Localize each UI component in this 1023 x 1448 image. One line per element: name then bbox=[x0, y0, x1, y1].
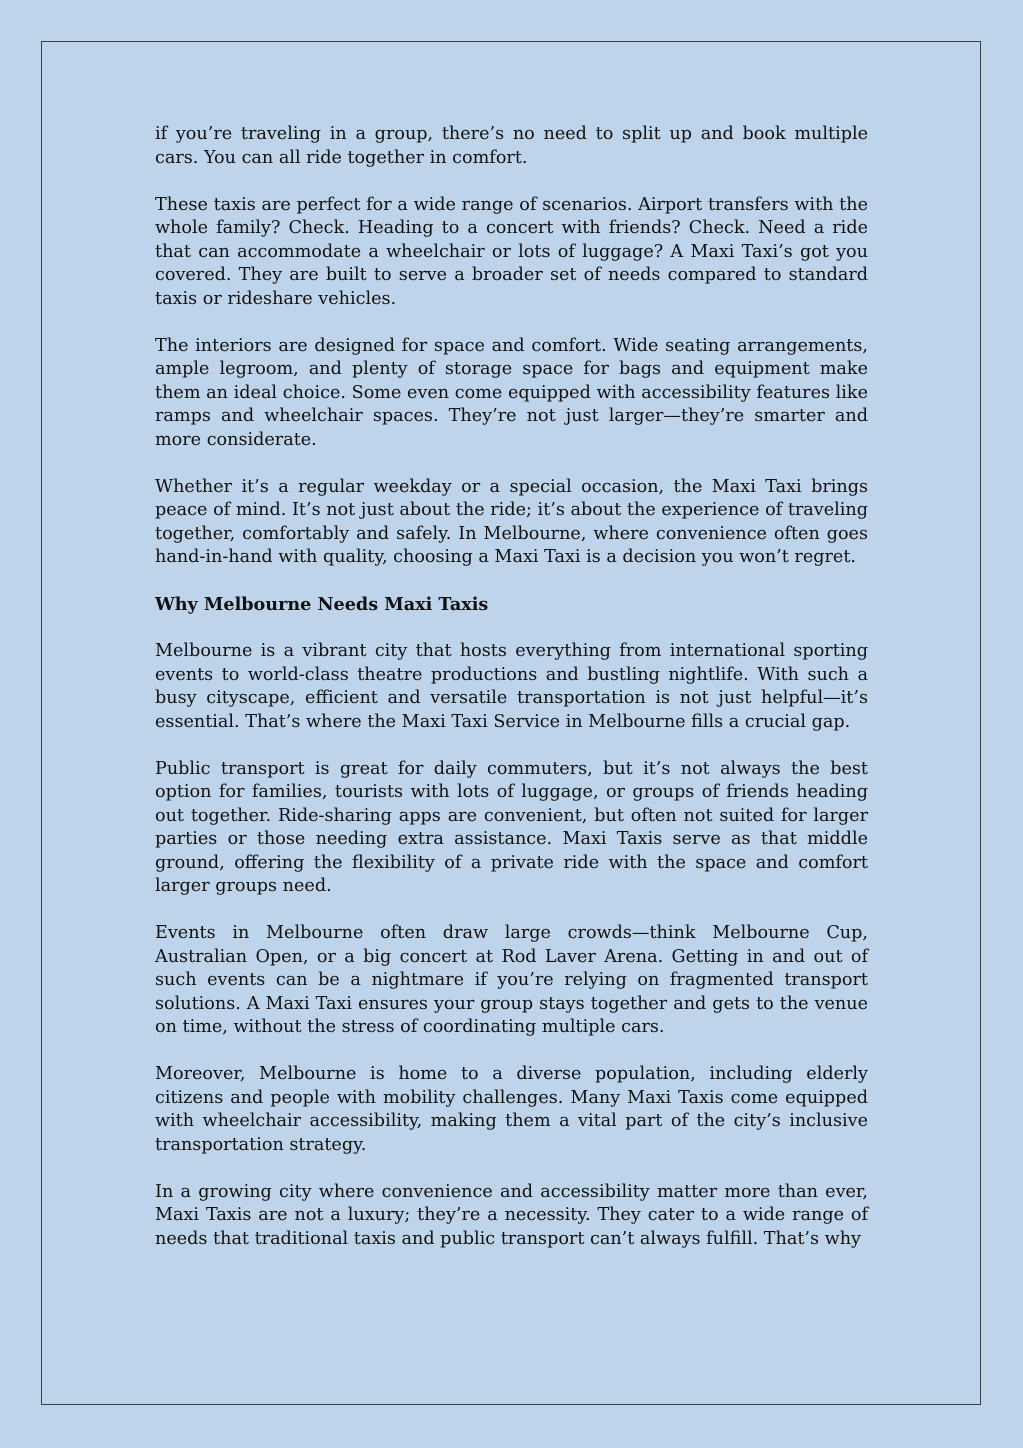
paragraph-vibrant-city: Melbourne is a vibrant city that hosts everything from international sporting events to world-class theatre productions and bustling nightlife. With such a busy cityscape, efficient and versatile transportation is not just helpful—it’s essential. That’s where the Maxi Taxi Service in Melbourne fills a crucial gap. bbox=[155, 641, 868, 732]
paragraph-interiors: The interiors are designed for space and comfort. Wide seating arrangements, ample legroom, and plenty of storage space for bags and equipment make them an ideal choice. Some even come equipped with accessibility features like ramps and wheelchair spaces. They’re not just larger—they’re smarter and more considerate. bbox=[155, 335, 868, 450]
paragraph-growing-city: In a growing city where convenience and accessibility matter more than ever, Maxi Taxis are not a luxury; they’re a necessity. They cater to a wide range of needs that traditional taxis and public transport can’t always fulfill. That’s why bbox=[155, 1181, 868, 1249]
article-body bbox=[155, 123, 868, 1275]
paragraph-peace-of-mind: Whether it’s a regular weekday or a special occasion, the Maxi Taxi brings peace of mind. It’s not just about the ride; it’s about the experience of traveling together, comfortably and safely. In Melbourne, where convenience often goes hand-in-hand with quality, choosing a Maxi Taxi is a decision you won’t regret. bbox=[155, 476, 868, 567]
paragraph-events: Events in Melbourne often draw large crowds—think Melbourne Cup, Australian Open, or a big concert at Rod Laver Arena. Getting in and out of such events can be a nightmare if you’re relying on fragmented transport solutions. A Maxi Taxi ensures your group stays together and gets to the venue on time, without the stress of coordinating multiple cars. bbox=[155, 923, 868, 1037]
paragraph-scenarios: These taxis are perfect for a wide range of scenarios. Airport transfers with the whole family? Check. Heading to a concert with friends? Check. Need a ride that can accommodate a wheelchair or lots of luggage? A Maxi Taxi’s got you covered. They are built to serve a broader set of needs compared to standard taxis or rideshare vehicles. bbox=[155, 194, 868, 309]
paragraph-accessibility: Moreover, Melbourne is home to a diverse population, including elderly citizens and people with mobility challenges. Many Maxi Taxis come equipped with wheelchair accessibility, making them a vital part of the city’s inclusive transportation strategy. bbox=[155, 1064, 868, 1155]
section-heading: Why Melbourne Needs Maxi Taxis bbox=[155, 594, 489, 615]
paragraph-group-travel: if you’re traveling in a group, there’s no need to split up and book multiple cars. You can all ride together in comfort. bbox=[155, 124, 868, 168]
paragraph-public-transport: Public transport is great for daily commuters, but it’s not always the best option for families, tourists with lots of luggage, or groups of friends heading out together. Ride-sharing apps are convenient, but often not suited for larger parties or those needing extra assistance. Maxi Taxis serve as that middle ground, offering the flexibility of a private ride with the space and comfort larger groups need. bbox=[155, 758, 868, 896]
